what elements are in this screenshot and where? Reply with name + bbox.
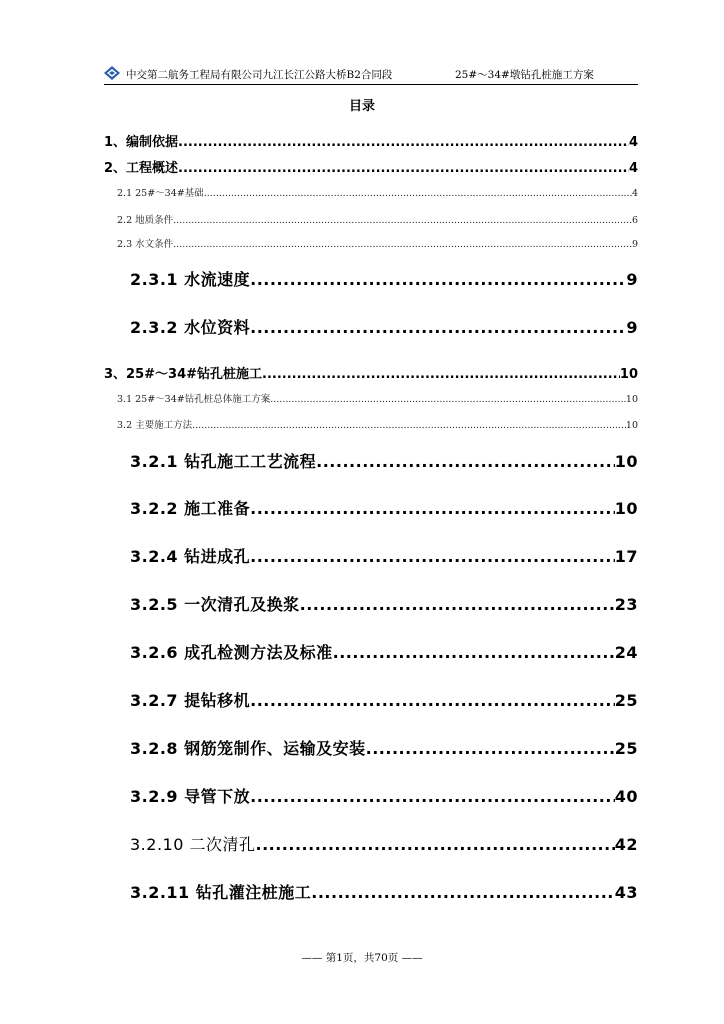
- toc-entry[interactable]: [130, 880, 638, 902]
- toc-entry-page-number: 10: [614, 452, 638, 471]
- toc-dot-leader: [366, 739, 615, 758]
- toc-entry[interactable]: [130, 267, 638, 289]
- toc-entry-page-number: 42: [614, 835, 638, 854]
- toc-dot-leader: [173, 239, 632, 250]
- toc-dot-leader: [250, 691, 615, 710]
- toc-title: 目录: [348, 99, 375, 114]
- toc-entry-label: 2.3.1 水流速度: [130, 270, 251, 289]
- toc-dot-leader: [311, 883, 614, 902]
- toc-dot-leader: [250, 270, 626, 289]
- toc-dot-leader: [250, 499, 615, 518]
- toc-entry-label: 2.3 水文条件: [117, 239, 174, 250]
- toc-entry[interactable]: [130, 449, 638, 471]
- toc-dot-leader: [178, 161, 629, 175]
- toc-entry-label: 3.2.11 钻孔灌注桩施工: [130, 883, 312, 902]
- toc-entry-page-number: 4: [631, 188, 638, 199]
- toc-entry-page-number: 24: [614, 643, 638, 662]
- toc-entry-label: 3.2.9 导管下放: [130, 787, 251, 806]
- toc-entry-label: 1、编制依据: [104, 135, 179, 149]
- toc-entry[interactable]: [130, 315, 638, 337]
- toc-dot-leader: [250, 318, 626, 337]
- toc-entry[interactable]: [117, 417, 638, 431]
- toc-dot-leader: [250, 787, 615, 806]
- toc-dot-leader: [262, 367, 620, 381]
- toc-entry[interactable]: [117, 185, 638, 199]
- toc-entry-label: 3.1 25#～34#钻孔桩总体施工方案: [117, 394, 271, 405]
- toc-entry[interactable]: [130, 688, 638, 710]
- toc-entry[interactable]: [130, 640, 638, 662]
- toc-entry-page-number: 25: [614, 691, 638, 710]
- toc-entry-label: 2.3.2 水位资料: [130, 318, 251, 337]
- toc-entry-page-number: 10: [625, 394, 638, 405]
- toc-dot-leader: [316, 452, 615, 471]
- toc-entry[interactable]: [130, 832, 638, 854]
- toc-entry-page-number: 25: [614, 739, 638, 758]
- toc-entry-page-number: 6: [631, 215, 638, 226]
- toc-dot-leader: [192, 420, 626, 431]
- toc-entry[interactable]: [104, 131, 638, 149]
- toc-entry-page-number: 10: [614, 499, 638, 518]
- toc-entry-page-number: 43: [614, 883, 638, 902]
- toc-dot-leader: [270, 394, 626, 405]
- toc-entry-page-number: 10: [619, 367, 638, 381]
- toc-entry[interactable]: [130, 592, 638, 614]
- toc-entry[interactable]: [130, 784, 638, 806]
- page-header: [104, 64, 638, 85]
- company-logo-icon: [104, 66, 120, 80]
- toc-entry[interactable]: [104, 363, 638, 381]
- toc-entry-label: 3.2 主要施工方法: [117, 420, 193, 431]
- toc-entry-page-number: 4: [628, 135, 638, 149]
- toc-entry[interactable]: [117, 391, 638, 405]
- page-footer: —— 第1页，共70页 ——: [301, 952, 423, 964]
- toc-dot-leader: [204, 188, 632, 199]
- toc-dot-leader: [255, 835, 614, 854]
- toc-dot-leader: [333, 643, 615, 662]
- toc-entry-page-number: 10: [625, 420, 638, 431]
- toc-entry[interactable]: [130, 496, 638, 518]
- toc-entry-page-number: 4: [628, 161, 638, 175]
- toc-entry-label: 2.1 25#～34#基础: [117, 188, 204, 199]
- toc-entry[interactable]: [117, 236, 638, 250]
- toc-entry-label: 3.2.2 施工准备: [130, 499, 251, 518]
- header-company-text: 中交第二航务工程局有限公司九江长江公路大桥B2合同段: [126, 69, 393, 81]
- toc-entry[interactable]: [104, 157, 638, 175]
- toc-dot-leader: [178, 135, 629, 149]
- toc-entry-label: 2、工程概述: [104, 161, 179, 175]
- toc-entry-label: 3.2.6 成孔检测方法及标准: [130, 643, 333, 662]
- toc-dot-leader: [300, 595, 615, 614]
- toc-entry[interactable]: [130, 544, 638, 566]
- toc-dot-leader: [173, 215, 632, 226]
- toc-entry-label: 3.2.8 钢筋笼制作、运输及安装: [130, 739, 366, 758]
- toc-entry-label: 3.2.5 一次清孔及换浆: [130, 595, 300, 614]
- toc-entry-page-number: 17: [614, 547, 638, 566]
- toc-entry[interactable]: [117, 212, 638, 226]
- toc-entry-page-number: 9: [626, 318, 638, 337]
- toc-dot-leader: [250, 547, 615, 566]
- toc-entry[interactable]: [130, 736, 638, 758]
- toc-entry-page-number: 40: [614, 787, 638, 806]
- toc-entry-label: 3.2.4 钻进成孔: [130, 547, 251, 566]
- toc-entry-label: 3、25#～34#钻孔桩施工: [104, 367, 263, 381]
- toc-entry-label: 3.2.7 提钻移机: [130, 691, 251, 710]
- header-document-title: 25#～34#墩钻孔桩施工方案: [455, 69, 594, 81]
- toc-entry-page-number: 23: [614, 595, 638, 614]
- toc-entry-page-number: 9: [626, 270, 638, 289]
- toc-entry-page-number: 9: [631, 239, 638, 250]
- toc-entry-label: 3.2.10 二次清孔: [130, 835, 256, 854]
- toc-entry-label: 3.2.1 钻孔施工工艺流程: [130, 452, 317, 471]
- toc-entry-label: 2.2 地质条件: [117, 215, 174, 226]
